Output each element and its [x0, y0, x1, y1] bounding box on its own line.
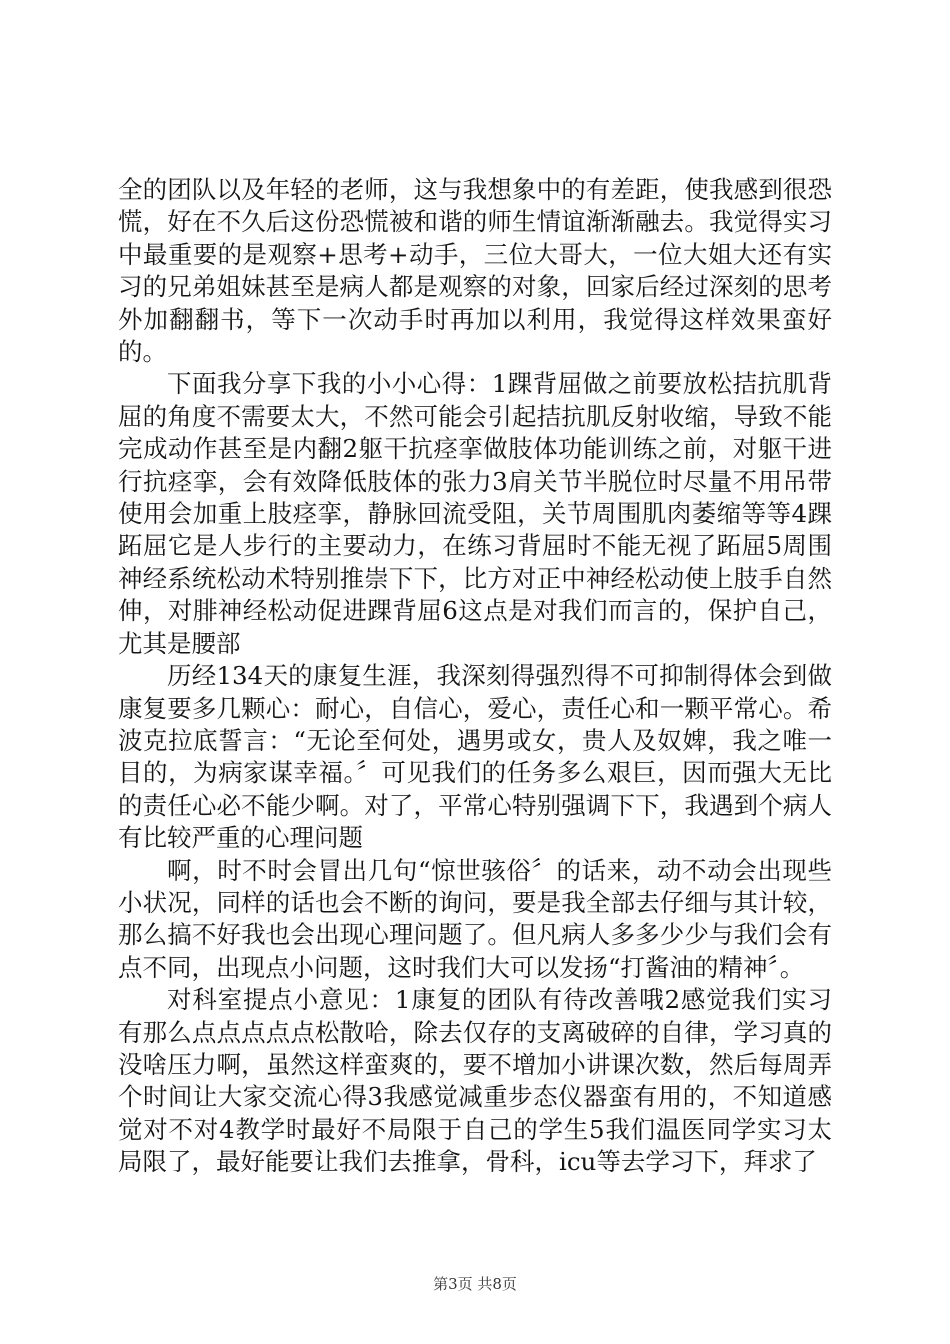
paragraph-patient-story: 啊，时不时会冒出几句“惊世骇俗〞的话来，动不动会出现些小状况，同样的话也会不断的询问，要是我全部去仔细与其计较，那么搞不好我也会出现心理问题了。但凡病人多多少少与我们会有点不同，出现点小问题，这时我们大可以发扬“打酱油的精神〞。 — [118, 855, 832, 982]
document-body — [118, 174, 832, 1179]
paragraph-tips: 下面我分享下我的小小心得：1踝背屈做之前要放松拮抗肌背屈的角度不需要太大，不然可能会引起拮抗肌反射收缩，导致不能完成动作甚至是内翻2躯干抗痉挛做肢体功能训练之前，对躯干进行抗痉挛，会有效降低肢体的张力3肩关节半脱位时尽量不用吊带使用会加重上肢痉挛，静脉回流受阻，关节周围肌肉萎缩等等4踝跖屈它是人步行的主要动力，在练习背屈时不能无视了跖屈5周围神经系统松动术特别推崇下下，比方对正中神经松动使上肢手自然伸，对腓神经松动促进踝背屈6这点是对我们而言的，保护自己，尤其是腰部 — [118, 369, 832, 658]
page-number-footer: 第3页 共8页 — [433, 1275, 517, 1293]
paragraph-suggestions: 对科室提点小意见：1康复的团队有待改善哦2感觉我们实习有那么点点点点点松散哈，除去仅存的支离破碎的自律，学习真的没啥压力啊，虽然这样蛮爽的，要不增加小讲课次数，然后每周弄个时间让大家交流心得3我感觉减重步态仪器蛮有用的，不知道感觉对不对4教学时最好不局限于自己的学生5我们温医同学实习太局限了，最好能要让我们去推拿，骨科，icu等去学习下，拜求了 — [118, 985, 832, 1177]
paragraph-experience: 历经134天的康复生涯，我深刻得强烈得不可抑制得体会到做康复要多几颗心：耐心，自信心，爱心，责任心和一颗平常心。希波克拉底誓言：“无论至何处，遇男或女，贵人及奴婢，我之唯一目的，为病家谋幸福。〞可见我们的任务多么艰巨，因而强大无比的责任心必不能少啊。对了，平常心特别强调下下，我遇到个病人有比较严重的心理问题 — [118, 661, 832, 853]
paragraph-continuation: 全的团队以及年轻的老师，这与我想象中的有差距，使我感到很恐慌，好在不久后这份恐慌被和谐的师生情谊渐渐融去。我觉得实习中最重要的是观察+思考+动手，三位大哥大，一位大姐大还有实习的兄弟姐妹甚至是病人都是观察的对象，回家后经过深刻的思考外加翻翻书，等下一次动手时再加以利用，我觉得这样效果蛮好的。 — [118, 175, 832, 367]
